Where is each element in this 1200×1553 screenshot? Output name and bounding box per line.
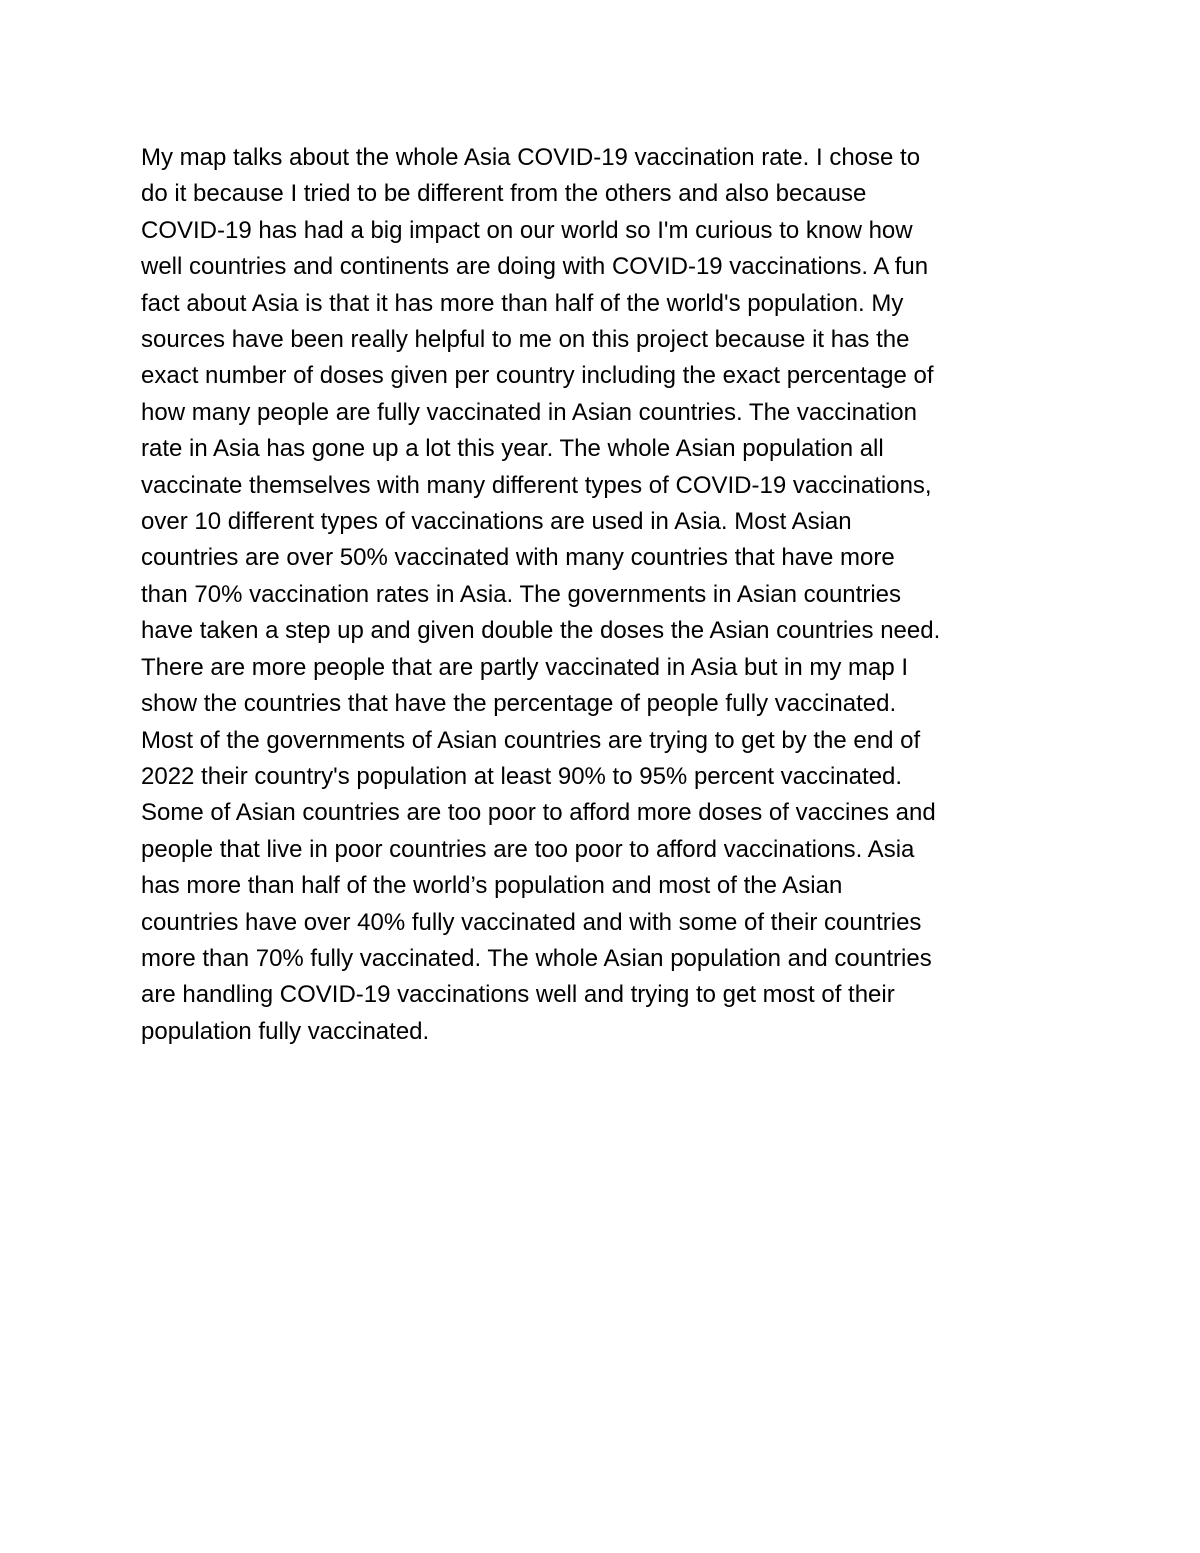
text-line: are handling COVID-19 vaccinations well and trying to get most of their	[141, 981, 895, 1009]
text-line: show the countries that have the percentage of people fully vaccinated.	[141, 690, 897, 718]
text-line: countries have over 40% fully vaccinated and with some of their countries	[141, 908, 922, 936]
text-line: population fully vaccinated.	[141, 1017, 430, 1045]
text-line: has more than half of the world’s population and most of the Asian	[141, 872, 843, 900]
text-line: well countries and continents are doing with COVID-19 vaccinations. A fun	[141, 253, 929, 281]
text-line: My map talks about the whole Asia COVID-19 vaccination rate. I chose to	[141, 144, 921, 171]
text-line: 2022 their country's population at least 90% to 95% percent vaccinated.	[141, 762, 903, 790]
text-line: Most of the governments of Asian countries are trying to get by the end of	[141, 726, 921, 754]
text-line: COVID-19 has had a big impact on our world so I'm curious to know how	[141, 216, 913, 244]
text-line: have taken a step up and given double the doses the Asian countries need.	[141, 617, 941, 645]
text-line: There are more people that are partly vaccinated in Asia but in my map I	[141, 653, 909, 681]
text-line: how many people are fully vaccinated in Asian countries. The vaccination	[141, 398, 918, 426]
text-line: Some of Asian countries are too poor to afford more doses of vaccines and	[141, 799, 936, 827]
text-line: than 70% vaccination rates in Asia. The governments in Asian countries	[141, 580, 901, 608]
text-line: countries are over 50% vaccinated with many countries that have more	[141, 544, 895, 572]
text-line: rate in Asia has gone up a lot this year. The whole Asian population all	[141, 435, 884, 463]
text-line: over 10 different types of vaccinations are used in Asia. Most Asian	[141, 508, 852, 536]
body-paragraph	[141, 140, 1081, 1050]
text-line: vaccinate themselves with many different types of COVID-19 vaccinations,	[141, 471, 932, 499]
text-line: more than 70% fully vaccinated. The whole Asian population and countries	[141, 944, 932, 972]
text-line: fact about Asia is that it has more than half of the world's population. My	[141, 289, 904, 317]
text-line: people that live in poor countries are too poor to afford vaccinations. Asia	[141, 835, 915, 863]
text-line: exact number of doses given per country including the exact percentage of	[141, 362, 934, 390]
text-line: do it because I tried to be different from the others and also because	[141, 180, 867, 208]
text-line: sources have been really helpful to me on this project because it has the	[141, 326, 910, 354]
